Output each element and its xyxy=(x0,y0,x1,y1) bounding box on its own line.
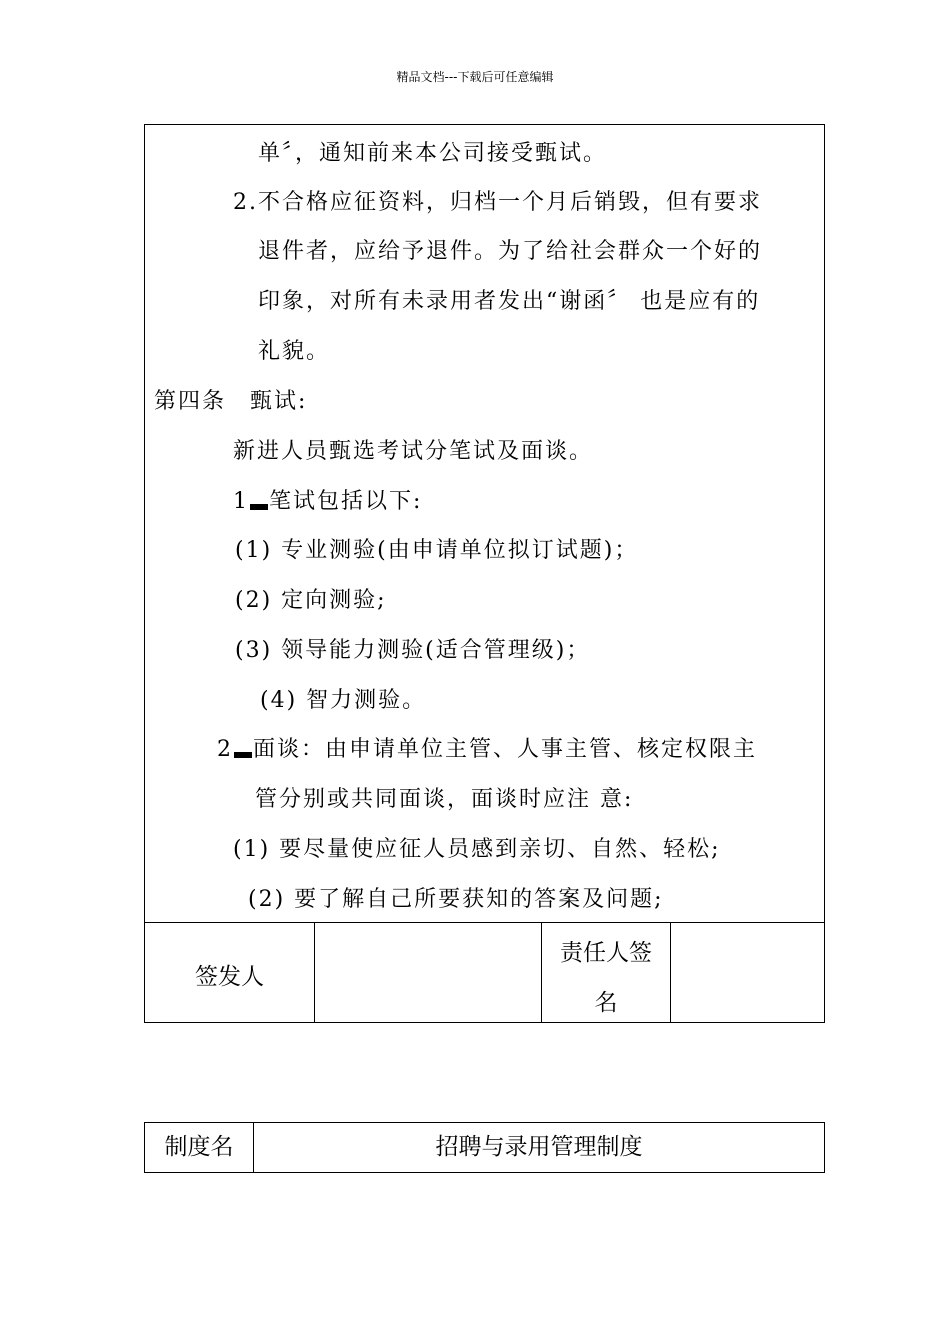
page-header-note: 精品文档---下载后可任意编辑 xyxy=(396,70,554,84)
text-line: 印象，对所有未录用者发出“谢函〞 也是应有的 xyxy=(258,289,761,314)
list-item: (2) 要了解自己所要获知的答案及问题; xyxy=(248,887,664,912)
content-cell xyxy=(145,125,824,923)
responsible-label-cell xyxy=(542,922,671,1022)
separator-mark xyxy=(250,504,268,510)
item-number: 1 xyxy=(233,489,249,514)
policy-title-table xyxy=(144,1122,825,1173)
separator-mark xyxy=(234,752,252,758)
text-line: 礼貌。 xyxy=(258,339,331,364)
text-line: 管分别或共同面谈，面谈时应注 意: xyxy=(255,787,634,812)
item-number: 2 xyxy=(217,737,233,762)
list-item: (1) 专业测验(由申请单位拟订试题)； xyxy=(235,538,639,563)
policy-name-label: 制度名 xyxy=(145,1123,254,1172)
responsible-value-cell[interactable] xyxy=(671,922,824,1022)
text-line: 2.不合格应征资料，归档一个月后销毁，但有要求 xyxy=(233,190,762,215)
item-text: 面谈：由申请单位主管、人事主管、核定权限主 xyxy=(253,737,758,762)
text-line: 退件者，应给予退件。为了给社会群众一个好的 xyxy=(258,239,763,264)
list-item: (2) 定向测验; xyxy=(235,588,387,613)
list-item xyxy=(233,487,422,517)
list-item: (1) 要尽量使应征人员感到亲切、自然、轻松; xyxy=(233,837,721,862)
list-item: (3) 领导能力测验(适合管理级)； xyxy=(235,638,591,663)
list-item: (4) 智力测验。 xyxy=(260,688,427,713)
responsible-label-line1: 责任人签 xyxy=(560,940,652,966)
issuer-label: 签发人 xyxy=(195,964,264,990)
text-line: 新进人员甄选考试分笔试及面谈。 xyxy=(233,439,594,464)
policy-name-value: 招聘与录用管理制度 xyxy=(435,1134,643,1160)
document-table xyxy=(144,124,825,1023)
list-item xyxy=(217,735,757,765)
article-heading: 第四条 甄试: xyxy=(154,389,308,414)
issuer-label-cell xyxy=(145,922,315,1022)
text-line: 单〞，通知前来本公司接受甄试。 xyxy=(258,141,608,166)
item-text: 笔试包括以下: xyxy=(269,489,423,514)
responsible-label-line2: 名 xyxy=(594,990,618,1016)
signature-row xyxy=(145,922,824,1022)
issuer-value-cell[interactable] xyxy=(315,922,542,1022)
